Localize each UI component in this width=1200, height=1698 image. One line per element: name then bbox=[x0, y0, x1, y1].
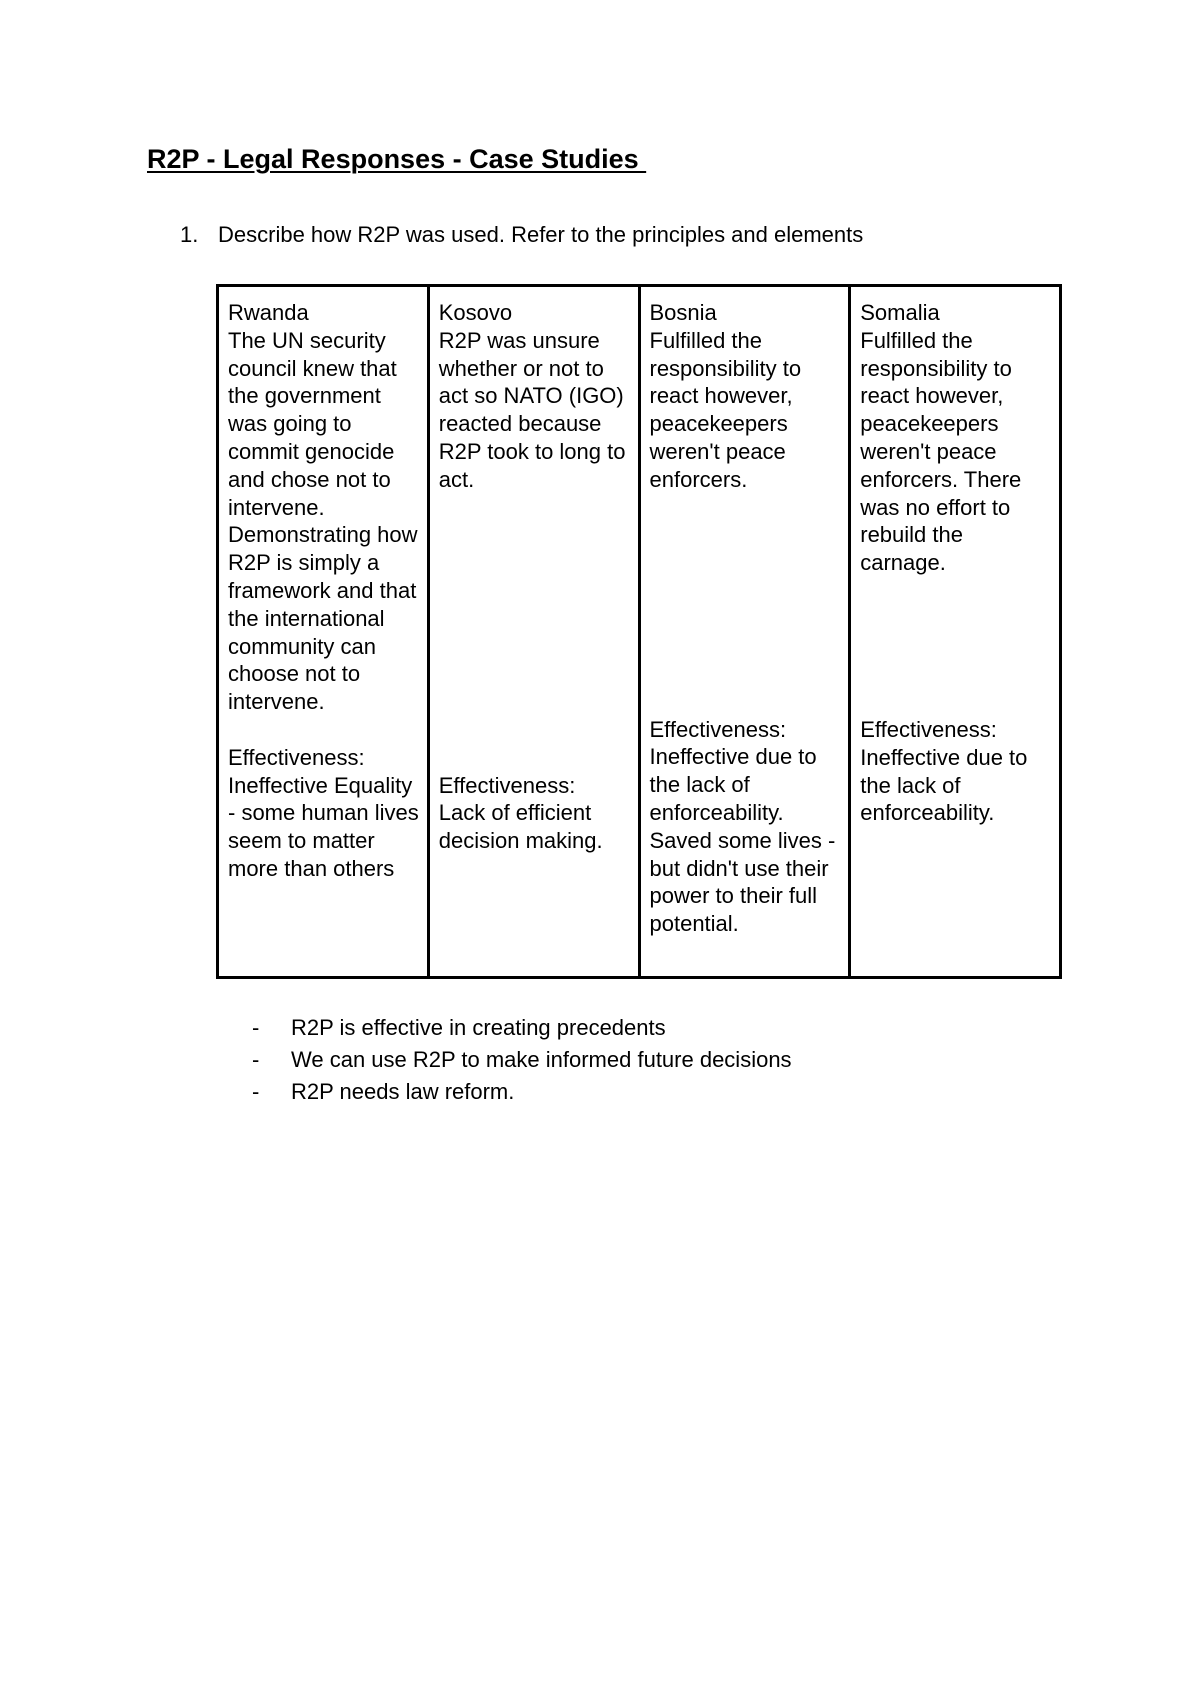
list-item bbox=[252, 1044, 792, 1076]
case-description: The UN security council knew that the government was going to commit genocide and chose not to intervene. Demonstrating how R2P is simply a framework and that the international community can choose not to intervene. bbox=[228, 327, 418, 715]
case-description: Fulfilled the responsibility to react however, peacekeepers weren't peace enforcers. There was no effort to rebuild the carnage. bbox=[860, 327, 1022, 576]
effectiveness-label: Effectiveness: bbox=[438, 772, 576, 798]
case-description: Fulfilled the responsibility to react however, peacekeepers weren't peace enforcers. bbox=[649, 327, 802, 492]
bullet-text: R2P needs law reform. bbox=[291, 1079, 515, 1104]
case-name: Bosnia bbox=[649, 300, 717, 325]
page-title: R2P - Legal Responses - Case Studies bbox=[147, 144, 647, 174]
case-name: Kosovo bbox=[438, 300, 513, 325]
question-number: 1. bbox=[180, 222, 199, 247]
case-name: Somalia bbox=[860, 300, 940, 325]
case-studies-table bbox=[216, 284, 1062, 979]
case-cell-somalia bbox=[850, 286, 1061, 978]
list-item bbox=[252, 1076, 792, 1108]
effectiveness-text: Ineffective due to the lack of enforceability. bbox=[860, 744, 1028, 826]
table-row bbox=[218, 286, 1061, 978]
bullet-marker: - bbox=[252, 1079, 260, 1104]
case-cell-bosnia bbox=[639, 286, 850, 978]
effectiveness-text: Ineffective due to the lack of enforceability. Saved some lives - but didn't use their power to their full potential. bbox=[649, 744, 836, 937]
case-name: Rwanda bbox=[228, 300, 309, 325]
effectiveness-label: Effectiveness: bbox=[860, 716, 997, 742]
effectiveness-text: Lack of efficient decision making. bbox=[438, 800, 603, 854]
list-item bbox=[252, 1012, 792, 1044]
case-cell-rwanda bbox=[218, 286, 429, 978]
bullet-text: We can use R2P to make informed future decisions bbox=[291, 1047, 792, 1072]
effectiveness-text: Ineffective Equality - some human lives seem to matter more than others bbox=[228, 772, 419, 881]
bullet-marker: - bbox=[252, 1015, 260, 1040]
effectiveness-label: Effectiveness: bbox=[649, 716, 787, 742]
question-1 bbox=[180, 222, 863, 248]
conclusion-list bbox=[252, 1012, 792, 1108]
question-text: Describe how R2P was used. Refer to the principles and elements bbox=[218, 222, 864, 247]
effectiveness-label: Effectiveness: bbox=[228, 744, 365, 770]
case-cell-kosovo bbox=[428, 286, 639, 978]
bullet-text: R2P is effective in creating precedents bbox=[291, 1015, 666, 1040]
bullet-marker: - bbox=[252, 1047, 260, 1072]
case-description: R2P was unsure whether or not to act so NATO (IGO) reacted because R2P took to long to act. bbox=[438, 327, 626, 492]
